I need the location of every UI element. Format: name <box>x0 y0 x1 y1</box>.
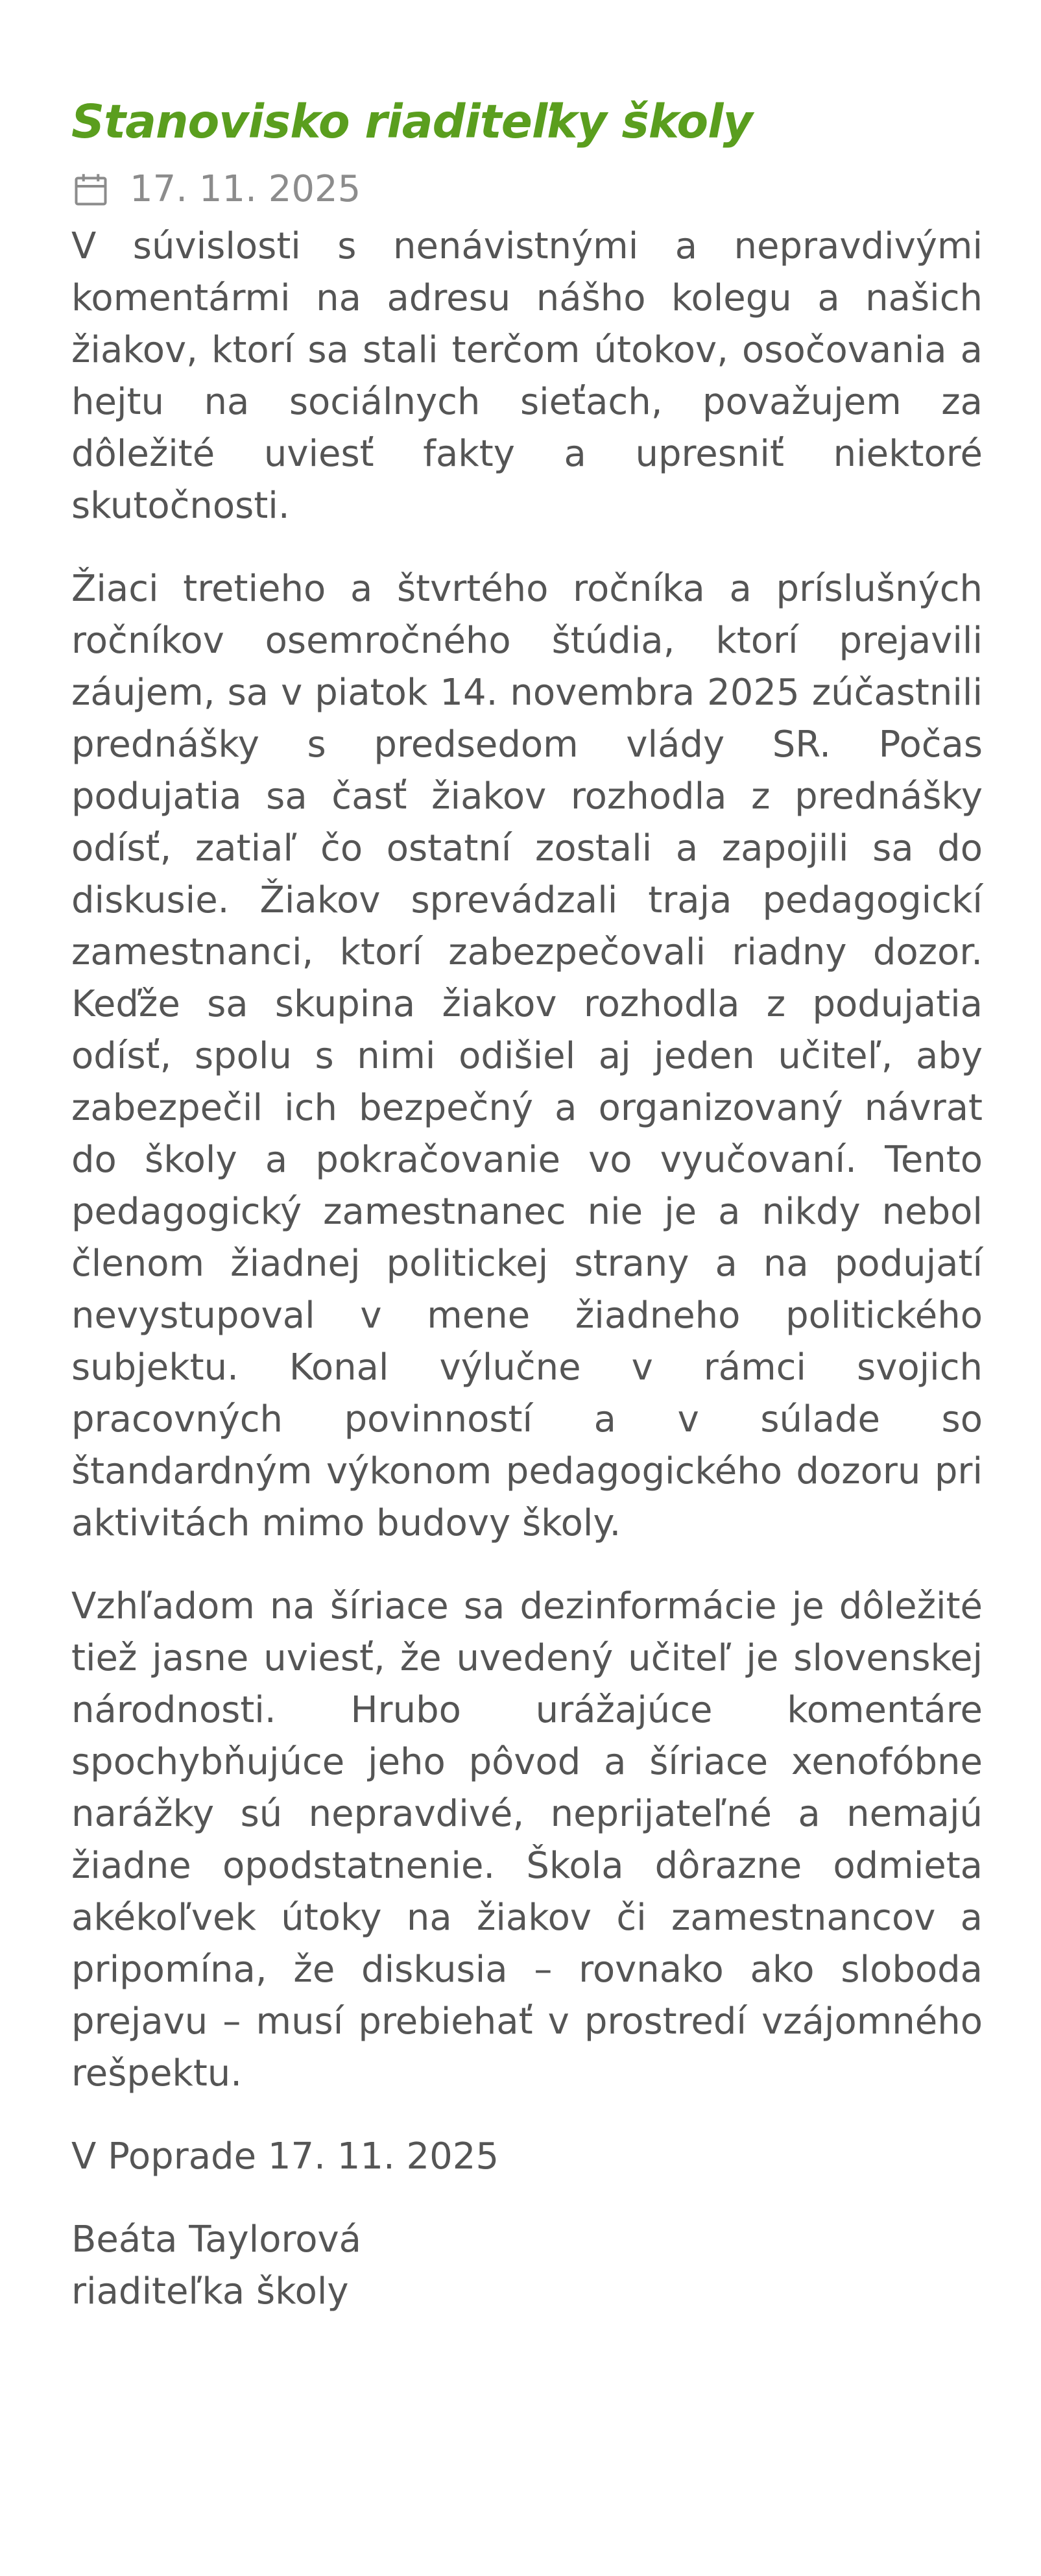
calendar-icon <box>71 170 110 209</box>
article-paragraph-3: Vzhľadom na šíriace sa dezinformácie je dôležité tiež jasne uviesť, že uvedený učiteľ je slovenskej národnosti. Hrubo urážajúce komentáre spochybňujúce jeho pôvod a šíriace xenofóbne narážky sú nepravdivé, neprijateľné a nemajú žiadne opodstatnenie. Škola dôrazne odmieta akékoľvek útoky na žiakov či zamestnancov a pripomína, že diskusia – rovnako ako sloboda prejavu – musí prebiehať v prostredí vzájomného rešpektu. <box>71 1585 983 2095</box>
closing-place-date: V Poprade 17. 11. 2025 <box>71 2135 499 2178</box>
article-body <box>71 221 983 2183</box>
signature-name: Beáta Taylorová <box>71 2218 361 2261</box>
signature-block <box>71 2214 983 2318</box>
article <box>71 91 983 2318</box>
article-date-row <box>71 166 983 213</box>
article-paragraph-2: Žiaci tretieho a štvrtého ročníka a príslušných ročníkov osemročného štúdia, ktorí prejavili záujem, sa v piatok 14. novembra 2025 zúčastnili prednášky s predsedom vlády SR. Počas podujatia sa časť žiakov rozhodla z prednášky odísť, zatiaľ čo ostatní zostali a zapojili sa do diskusie. Žiakov sprevádzali traja pedagogickí zamestnanci, ktorí zabezpečovali riadny dozor. Keďže sa skupina žiakov rozhodla z podujatia odísť, spolu s nimi odišiel aj jeden učiteľ, aby zabezpečil ich bezpečný a organizovaný návrat do školy a pokračovanie vo vyučovaní. Tento pedagogický zamestnanec nie je a nikdy nebol členom žiadnej politickej strany a na podujatí nevystupoval v mene žiadneho politického subjektu. Konal výlučne v rámci svojich pracovných povinností a v súlade so štandardným výkonom pedagogického dozoru pri aktivitách mimo budovy školy. <box>71 568 983 1544</box>
signature-role: riaditeľka školy <box>71 2270 349 2313</box>
article-date: 17. 11. 2025 <box>130 168 361 210</box>
article-paragraph-1: V súvislosti s nenávistnými a nepravdivými komentármi na adresu nášho kolegu a našich žiakov, ktorí sa stali terčom útokov, osočovania a hejtu na sociálnych sieťach, považujem za dôležité uviesť fakty a upresniť niektoré skutočnosti. <box>71 225 983 527</box>
article-title: Stanovisko riaditeľky školy <box>71 95 752 149</box>
